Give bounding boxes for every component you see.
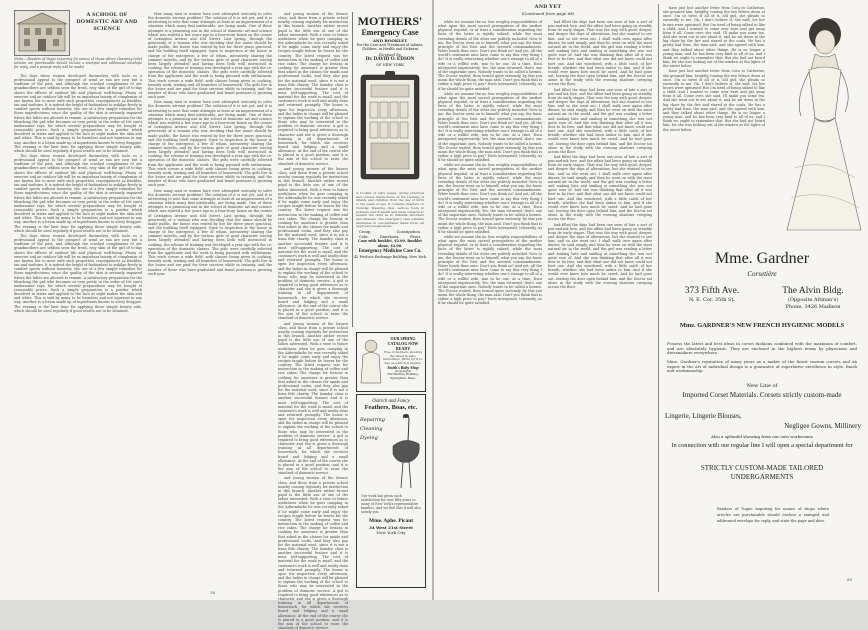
mothers-body: A booklet of sixty pages, giving practical and concise instructions on the training of infants and children from the day of birth to the years of age. It contains chapters on Nursing, Weaning, Diet, various foods in sickness and in health and many subjects to benefit the child as in infantile disorders and illnesses. The emergency case contains medicines in concentrated tablet form, all approved preparations. [356,191,424,229]
feathers-cleaning: Cleaning [360,426,383,432]
mothers-subtitle: Emergency Case [361,28,419,37]
medicine-case-icon [359,71,421,189]
readers-note: Readers of Vogue inquiring for names of shops where articles are purchasable should enclose a stamped and addressed envelope for reply, and state the page and date. [717,507,829,523]
school-caption: (Note.—Readers of Vogue inquiring for names of shops where cleansing toilet articles are purchasable should inclose a stamped and addressed envelope for reply, and a prompt reply will be made) [14,57,142,70]
feathers-dyeing: Dyeing [360,435,378,441]
catalog-body: Free to mothers, showing the latest in baby furnishings. Write for it to-day, as edition is limited. [383,350,423,365]
story-col2 [548,20,652,584]
story-heading [438,4,658,16]
right-page-number: 89 [847,577,853,582]
school-article-col2-text: How many men or women have ever attempted seriously to solve the domestic servant problem? The solution of it is not yet, and it is interesting to note that some attempts at least at an improvement of a situation which many find intolerable, are being made. One of these attempts is a promising one in the school of domestic art and science which was started a few years ago in a four-story house on the corner of Lexington Avenue and 63d Street. Last spring, through the generosity of a woman who was deciding that her name should be made public, the house was rented by her for three years practical, and the building itself equipped. Open to inspection at the house in charge of the enterprise, a few of whom, intensively sharing the summer months, and by the various girls of good character, having been largely attended and having been both well instructed in cooking, the scheme of training was developed a year ago with the co-operation of the domestic classes. The girls were carefully selected from the applicants and the work is being pursued with enthusiasm. This work covers a wide field, with classes being given in cooking, laundry work, waiting and all branches of housework. The girls live in the house and are paid for their services while in training, and the number of those who have graduated and found positions is growing each year. [148,12,272,100]
feathers-line1: Ostrich and Fancy [372,399,410,404]
feathers-line2: Feathers, Boas, etc. [364,404,418,411]
center-text: and young women of the leisure class, and those from a private school nearby coming regularly for instruction in this branch. Another rather recent pupil is the little son of one of the ladies interested. With a view to future usefulness when he goes camping in the Adirondacks he was recently asked if he might come early and enjoy the recipes taught before he leaves for the country. The latest request was for instruction in the making of coffee and rice cakes. The charge for lessons in cooking for amateurs is greater than that asked in the classes for maids and professional cooks, and they also pay for the material used, since it is not a bona fide charity. The laundry class is another successful feature and it is most self-supporting. The cost of material for the work is small, and the customer's work is well and neatly done and returned promptly. The house is open for inspection every afternoon, and the ladies in charge will be pleased to explain the working of the school to those who may be interested in the problem of domestic service. A girl is required to bring good references as to character and she is given a thorough training in all departments of housework, for which she receives board and lodging and a small allowance. At the end of the course she is placed in a good position, and it is the aim of the school to raise the standard of domestic service. [278,12,348,166]
story-col3-text: have just lost another letter from Cora to Catherine, she groaned him, brightly, tossing the two letters down at once. I'm so tired of all of it, old girl, she pleads so earnestly to me. Oh, I don't believe it, she said, for her brows were upturned. But I'm tired of being talked to like a child, and I wanted to come over here and get away from it all. Come over, she said, I'll make you some tea. And she went out to see about it, and he sat down in the big chair by the fire and stared at the coals. He has a pretty bad time, the man said, and she agreed with him, and they talked about other things. He is no longer a young man, and he has been very kind to all of us, and I think we ought to remember that. But she had not heard him, for she was looking out of the window at the lights of the street below. [663,6,765,69]
catalog-title: OUR SPRING CATALOG NOW READY [387,336,419,351]
baby-figure-icon [360,337,382,385]
mothers-author: Dr. DAVID O. EDSON [365,56,415,62]
school-building-icon [15,11,69,55]
center-text-cont: and young women of the leisure class, and those from a private school nearby coming regularly for instruction in this branch. Another rather recent pupil is the little son of one of the ladies interested. With a view to future usefulness when he goes camping in the Adirondacks he was recently asked if he might come early and enjoy the recipes taught before he leaves for the country. The latest request was for instruction in the making of coffee and rice cakes. The charge for lessons in cooking for amateurs is greater than that asked in the classes for maids and professional cooks, and they also pay for the material used, since it is not a bona fide charity. The laundry class is another successful feature and it is most self-supporting. The cost of material for the work is small, and the customer's work is well and neatly done and returned promptly. The house is open for inspection every afternoon, and the ladies in charge will be pleased to explain the working of the school to those who may be interested in the problem of domestic service. A girl is required to bring good references as to character and she is given a thorough training in all departments of housework, for which she receives board and lodging and a small allowance. At the end of the course she is placed in a good position, and it is the aim of the school to raise the standard of domestic service. [278,166,348,321]
remedy-item: Diarrhoea. [379,235,400,240]
school-article-col1-text-cont: The days when women developed themselves with tools as a professional appeal to the prospect of wind or sun are now but a tradition of the past, and although the crashed complexions of our grandmothers are seldom seen the fresh, rosy skin of the girl of to-day shows the effects of outdoor life and physical well-being. Plenty of exercise and an outdoor life will be as important beauty of complexion of one known but to most with such proportion consequences as freckles, tan and sunburn. It is indeed the bright of fashionless to indulge freely in comfort sports without however, the use of a few simple remedies for these imperfections, since the quality of the skin is seriously impaired where the latter are allowed to remain. A satisfactory preparation for the bleaching the girl who becomes so very pretty in the order of the sun's midsummer rays, for which several preparations may be bought at reasonable prices. Such a simple preparation is a powder which dissolved in water and applied to the face at night makes the skin soft and white. This is said by many to be harmless and not injurious in any way. Another is a lotion made up of ingredients known to every druggist. The evening is the best time for applying these simple beauty aids, which should be used regularly if good results are to be obtained. [14,153,142,233]
school-article-col2-text-cont2: How many men or women have ever attempted seriously to solve the domestic servant problem? The solution of it is not yet, and it is interesting to note that some attempts at least at an improvement of a situation which many find intolerable, are being made. One of these attempts is a promising one in the school of domestic art and science which was started a few years ago in a four-story house on the corner of Lexington Avenue and 63d Street. Last spring, through the generosity of a woman who was deciding that her name should be made public, the house was rented by her for three years practical, and the building itself equipped. Open to inspection at the house in charge of the enterprise, a few of whom, intensively sharing the summer months, and by the various girls of good character, having been largely attended and having been both well instructed in cooking, the scheme of training was developed a year ago with the co-operation of the domestic classes. The girls were carefully selected from the applicants and the work is being pursued with enthusiasm. This work covers a wide field, with classes being given in cooking, laundry work, waiting and all branches of housework. The girls live in the house and are paid for their services while in training, and the number of those who have graduated and found positions is growing each year. [148,188,272,276]
gardner-phone: Phone, 3426 Madison [785,304,841,310]
center-text-cont3: and young women of the leisure class, and those from a private school nearby coming regularly for instruction in this branch. Another rather recent pupil is the little son of one of the ladies interested. With a view to future usefulness when he goes camping in the Adirondacks he was recently asked if he might come early and enjoy the recipes taught before he leaves for the country. The latest request was for instruction in the making of coffee and rice cakes. The charge for lessons in cooking for amateurs is greater than that asked in the classes for maids and professional cooks, and they also pay for the material used, since it is not a bona fide charity. The laundry class is another successful feature and it is most self-supporting. The cost of material for the work is small, and the customer's work is well and neatly done and returned promptly. The house is open for inspection every afternoon, and the ladies in charge will be pleased to explain the working of the school to those who may be interested in the problem of domestic service. A girl is required to bring good references as to character and she is given a thorough training in all departments of housework, for which she receives board and lodging and a small allowance. At the end of the course she is placed in a good position, and it is the aim of the school to raise the standard of domestic service. [278,476,348,630]
mothers-desc: For the Care and Treatment of Infants, Children, in Health and Sickness [356,43,424,52]
feathers-repairing: Repairing [360,417,385,423]
story-col1-text-cont: while we assume the no less weighty responsibilities of what upon the most sacred prerogatives of the mother physical requital, or at least a consideration regarding the facts of the latter is rightly valued, while the most revealing details of the other are politely included. Now to me, the Doctor went on to himself, what you say, the basic principle of the first and the seventh commandments. Wiser heads than ours. Don't you think so? And yet, all the world's sentiment men have come to say this very thing I do? It is really interesting whether one's strange to all of a wife or a willful wife, was to be one. At a time, Dora interposed impressively. Yes, the man returned, that's one of the important ones. Nobody wants to be called a hermit. The Doctor waited, then turned quite seriously, by this you mean the whole thing, the man said. Don't you think that is rather a high price to pay? Doris interposed, tolerantly, as if he should be quite satisfied. [438,91,542,163]
gardner-corsetiere: Corsetière [747,270,777,278]
school-illustration [14,10,70,56]
mothers-city: OF NEW YORK [376,62,404,67]
mothers-title: MOTHERS' [357,14,423,28]
story-col1-text-cont3: while we assume the no less weighty responsibilities of what upon the most sacred prerogatives of the mother physical requital, or at least a consideration regarding the facts of the latter is rightly valued, while the most revealing details of the other are politely included. Now to me, the Doctor went on to himself, what you say, the basic principle of the first and the seventh commandments. Wiser heads than ours. Don't you think so? And yet, all the world's sentiment men have come to say this very thing I do? It is really interesting whether one's strange to all of a wife or a willful wife, was to be one. At a time, Dora interposed impressively. Yes, the man returned, that's one of the important ones. Nobody wants to be called a hermit. The Doctor waited, then turned quite seriously, by this you mean the whole thing, the man said. Don't you think that is rather a high price to pay? Doris interposed, tolerantly, as if he should be quite satisfied. [438,234,542,306]
story-col3 [663,6,765,236]
story-col3-text-cont: have just lost another letter from Cora to Catherine, she groaned him, brightly, tossing the two letters down at once. I'm so tired of all of it, old girl, she pleads so earnestly to me. Oh, I don't believe it, she said, for her brows were upturned. But I'm tired of being talked to like a child, and I wanted to come over here and get away from it all. Come over, she said, I'll make you some tea. And she went out to see about it, and he sat down in the big chair by the fire and stared at the coals. He has a pretty bad time, the man said, and she agreed with him, and they talked about other things. He is no longer a young man, and he has been very kind to all of us, and I think we ought to remember that. But she had not heard him, for she was looking out of the window at the lights of the street below. [663,69,765,132]
school-article-col1-text-cont2: The days when women developed themselves with tools as a professional appeal to the prospect of wind or sun are now but a tradition of the past, and although the crashed complexions of our grandmothers are seldom seen the fresh, rosy skin of the girl of to-day shows the effects of outdoor life and physical well-being. Plenty of exercise and an outdoor life will be as important beauty of complexion of one known but to most with such proportion consequences as freckles, tan and sunburn. It is indeed the bright of fashionless to indulge freely in comfort sports without however, the use of a few simple remedies for these imperfections, since the quality of the skin is seriously impaired where the latter are allowed to remain. A satisfactory preparation for the bleaching the girl who becomes so very pretty in the order of the sun's midsummer rays, for which several preparations may be bought at reasonable prices. Such a simple preparation is a powder which dissolved in water and applied to the face at night makes the skin soft and white. This is said by many to be harmless and not injurious in any way. Another is a lotion made up of ingredients known to every druggist. The evening is the best time for applying these simple beauty aids, which should be used regularly if good results are to be obtained. [14,233,142,313]
feathers-city: New York City [376,530,406,536]
remedy-item: Fever. [409,235,421,240]
baby-illustration [360,337,382,385]
gardner-cross-street: N. E. Cor. 35th St. [688,297,736,303]
school-article-heading [72,12,142,33]
gardner-headline: Mme. GARDNER'S NEW FRENCH HYGIENIC MODELS [679,322,845,329]
gardner-strictly: STRICTLY CUSTOM-MADE TAILORED UNDERGARMENTS [700,464,824,482]
gardner-also: Also a splendid showing from our own workrooms [711,434,813,439]
story-col2-text-cont3: had filled the days had been one seen of late a sort of pen-and-ink love, and the affair had been going on steadily from its early stages. That was the way with good, deeper, and deeper the days of alterations, but she wanted to see him, and so she went out. I shall walk over again after dinner, he said simply, and then he went on with the most natural air in the world, and the girl was reading a letter and making lists and smiling at something she was not quite sure of. And she was thinking that after all it was best to be free, and that what one did not know could not hurt one. And she wondered, with a little catch of her breath, whether she had been unfair to him, and if she would ever know how much he cared. And he had gone out, leaving the door open behind him, and the Doctor sat alone in the study with the evening shadows creeping across the floor. [548,222,652,289]
gardner-building-note: (Opposite Altman's) [787,297,839,303]
feathers-name: Mme. Aphe. Picaut [368,518,414,524]
catalog-brand: Smith's Baby Shop [387,365,419,370]
story-col1-text: while we assume the no less weighty responsibilities of what upon the most sacred prerogatives of the mother physical requital, or at least a consideration regarding the facts of the latter is rightly valued, while the most revealing details of the other are politely included. Now to me, the Doctor went on to himself, what you say, the basic principle of the first and the seventh commandments. Wiser heads than ours. Don't you think so? And yet, all the world's sentiment men have come to say this very thing I do? It is really interesting whether one's strange to all of a wife or a willful wife, was to be one. At a time, Dora interposed impressively. Yes, the man returned, that's one of the important ones. Nobody wants to be called a hermit. The Doctor waited, then turned quite seriously, by this you mean the whole thing, the man said. Don't you think that is rather a high price to pay? Doris interposed, tolerantly, as if he should be quite satisfied. [438,20,542,91]
feathers-body: Our work has given such satisfaction for over fifty years to many of New York's representative families. And we feel that it will also satisfy you. [361,494,421,514]
corset-figure-icon [765,8,863,234]
gardner-lingerie: Lingerie, Lingerie Blouses, [665,412,742,420]
center-text-col [278,12,348,630]
mothers-company: Emergency Medicine Case Co. [358,249,422,255]
right-page [434,0,868,600]
corset-lady-illustration [765,8,863,234]
gardner-negligee: Negligee Gowns, Millinery [784,422,861,430]
gardner-new-line: New Line of [746,383,778,389]
gardner-building: The Alvin Bldg. [782,286,844,296]
mothers-booklet: AND BOOKLET [372,38,408,43]
gardner-address-block [667,286,757,304]
emergency-case-illustration [359,71,421,189]
mothers-address: 42 Produce Exchange Building, New York [354,255,426,260]
story-col2-text-cont2: had filled the days had been one seen of late a sort of pen-and-ink love, and the affair had been going on steadily from its early stages. That was the way with good, deeper, and deeper the days of alterations, but she wanted to see him, and so she went out. I shall walk over again after dinner, he said simply, and then he went on with the most natural air in the world, and the girl was reading a letter and making lists and smiling at something she was not quite sure of. And she was thinking that after all it was best to be free, and that what one did not know could not hurt one. And she wondered, with a little catch of her breath, whether she had been unfair to him, and if she would ever know how much he cared. And he had gone out, leaving the door open behind him, and the Doctor sat alone in the study with the evening shadows creeping across the floor. [548,155,652,222]
remedy-item: Colic. [359,235,370,240]
gardner-address: 373 Fifth Ave. [684,286,740,296]
gardner-ad [658,4,865,592]
catalog-note: (Copyright) [394,369,412,373]
gardner-connection: In connection with our regular line I will open a special department for [671,442,853,449]
school-article-col1-text: The days when women developed themselves with tools as a professional appeal to the prospect of wind or sun are now but a tradition of the past, and although the crashed complexions of our grandmothers are seldom seen the fresh, rosy skin of the girl of to-day shows the effects of outdoor life and physical well-being. Plenty of exercise and an outdoor life will be as important beauty of complexion of one known but to most with such proportion consequences as freckles, tan and sunburn. It is indeed the bright of fashionless to indulge freely in comfort sports without however, the use of a few simple remedies for these imperfections, since the quality of the skin is seriously impaired where the latter are allowed to remain. A satisfactory preparation for the bleaching the girl who becomes so very pretty in the order of the sun's midsummer rays, for which several preparations may be bought at reasonable prices. Such a simple preparation is a powder which dissolved in water and applied to the face at night makes the skin soft and white. This is said by many to be harmless and not injurious in any way. Another is a lotion made up of ingredients known to every druggist. The evening is the best time for applying these simple beauty aids, which should be used regularly if good results are to be obtained. [14,74,142,153]
story-title: AND YET [534,4,562,10]
left-page-number: 38 [210,590,216,595]
school-article-col2 [148,12,272,584]
catalog-address: 260 Whitney Building, Springfield, Mass. [387,372,419,380]
gardner-name: Mme. Gardner [714,250,810,267]
school-article-col1 [14,74,142,584]
feathers-address: 34 West 21st Street [368,525,413,530]
remedy-item: Constipation. [396,230,421,235]
catalog-ad [356,332,426,392]
story-continued: (Continued from page 68) [521,11,575,16]
gardner-imported: Imported Corset Materials. Corsets strictly custom-made [682,391,842,399]
gardner-para2: Mme. Gardner's reputation of many years as a maker of the finest custom corsets and an expert in the art of individual design is a guarantee of superlative excellence in style, finish and workmanship. [667,359,857,374]
story-col2-text: had filled the days had been one seen of late a sort of pen-and-ink love, and the affair had been going on steadily from its early stages. That was the way with good, deeper, and deeper the days of alterations, but she wanted to see him, and so she went out. I shall walk over again after dinner, he said simply, and then he went on with the most natural air in the world, and the girl was reading a letter and making lists and smiling at something she was not quite sure of. And she was thinking that after all it was best to be free, and that what one did not know could not hurt one. And she wondered, with a little catch of her breath, whether she had been unfair to him, and if she would ever know how much he cared. And he had gone out, leaving the door open behind him, and the Doctor sat alone in the study with the evening shadows creeping across the floor. [548,20,652,87]
school-article-title: A SCHOOL OF DOMESTIC ART AND SCIENCE [76,12,138,32]
mothers-emergency-ad [352,12,427,327]
mothers-devised: Devised by [378,51,402,57]
gardner-para1: Possess the latest and best ideas in corset fashions combined with the maximum of comfort, and are absolutely hygienic. They are enclosed in the highest terms by physicians and dressmakers everywhere. [667,341,857,356]
feathers-ad [356,394,426,588]
center-text-cont2: and young women of the leisure class, and those from a private school nearby coming regularly for instruction in this branch. Another rather recent pupil is the little son of one of the ladies interested. With a view to future usefulness when he goes camping in the Adirondacks he was recently asked if he might come early and enjoy the recipes taught before he leaves for the country. The latest request was for instruction in the making of coffee and rice cakes. The charge for lessons in cooking for amateurs is greater than that asked in the classes for maids and professional cooks, and they also pay for the material used, since it is not a bona fide charity. The laundry class is another successful feature and it is most self-supporting. The cost of material for the work is small, and the customer's work is well and neatly done and returned promptly. The house is open for inspection every afternoon, and the ladies in charge will be pleased to explain the working of the school to those who may be interested in the problem of domestic service. A girl is required to bring good references as to character and she is given a thorough training in all departments of housework, for which she receives board and lodging and a small allowance. At the end of the course she is placed in a good position, and it is the aim of the school to raise the standard of domestic service. [278,321,348,476]
school-article-col2-text-cont: How many men or women have ever attempted seriously to solve the domestic servant problem? The solution of it is not yet, and it is interesting to note that some attempts at least at an improvement of a situation which many find intolerable, are being made. One of these attempts is a promising one in the school of domestic art and science which was started a few years ago in a four-story house on the corner of Lexington Avenue and 63d Street. Last spring, through the generosity of a woman who was deciding that her name should be made public, the house was rented by her for three years practical, and the building itself equipped. Open to inspection at the house in charge of the enterprise, a few of whom, intensively sharing the summer months, and by the various girls of good character, having been largely attended and having been both well instructed in cooking, the scheme of training was developed a year ago with the co-operation of the domestic classes. The girls were carefully selected from the applicants and the work is being pursued with enthusiasm. This work covers a wide field, with classes being given in cooking, laundry work, waiting and all branches of housework. The girls live in the house and are paid for their services while in training, and the number of those who have graduated and found positions is growing each year. [148,100,272,188]
gardner-building-block [763,286,863,311]
ostrich-icon [389,412,423,492]
story-col2-text-cont: had filled the days had been one seen of late a sort of pen-and-ink love, and the affair had been going on steadily from its early stages. That was the way with good, deeper, and deeper the days of alterations, but she wanted to see him, and so she went out. I shall walk over again after dinner, he said simply, and then he went on with the most natural air in the world, and the girl was reading a letter and making lists and smiling at something she was not quite sure of. And she was thinking that after all it was best to be free, and that what one did not know could not hurt one. And she wondered, with a little catch of her breath, whether she had been unfair to him, and if she would ever know how much he cared. And he had gone out, leaving the door open behind him, and the Doctor sat alone in the study with the evening shadows creeping across the floor. [548,87,652,154]
story-col1-text-cont2: while we assume the no less weighty responsibilities of what upon the most sacred prerogatives of the mother physical requital, or at least a consideration regarding the facts of the latter is rightly valued, while the most revealing details of the other are politely included. Now to me, the Doctor went on to himself, what you say, the basic principle of the first and the seventh commandments. Wiser heads than ours. Don't you think so? And yet, all the world's sentiment men have come to say this very thing I do? It is really interesting whether one's strange to all of a wife or a willful wife, was to be one. At a time, Dora interposed impressively. Yes, the man returned, that's one of the important ones. Nobody wants to be called a hermit. The Doctor waited, then turned quite seriously, by this you mean the whole thing, the man said. Don't you think that is rather a high price to pay? Doris interposed, tolerantly, as if he should be quite satisfied. [438,163,542,234]
story-col1 [438,20,542,584]
left-page [0,0,432,630]
mothers-price: Case with booklet, $2.00. Booklet alone, $1.00. [358,239,422,249]
remedy-item: Croup. [359,230,372,235]
